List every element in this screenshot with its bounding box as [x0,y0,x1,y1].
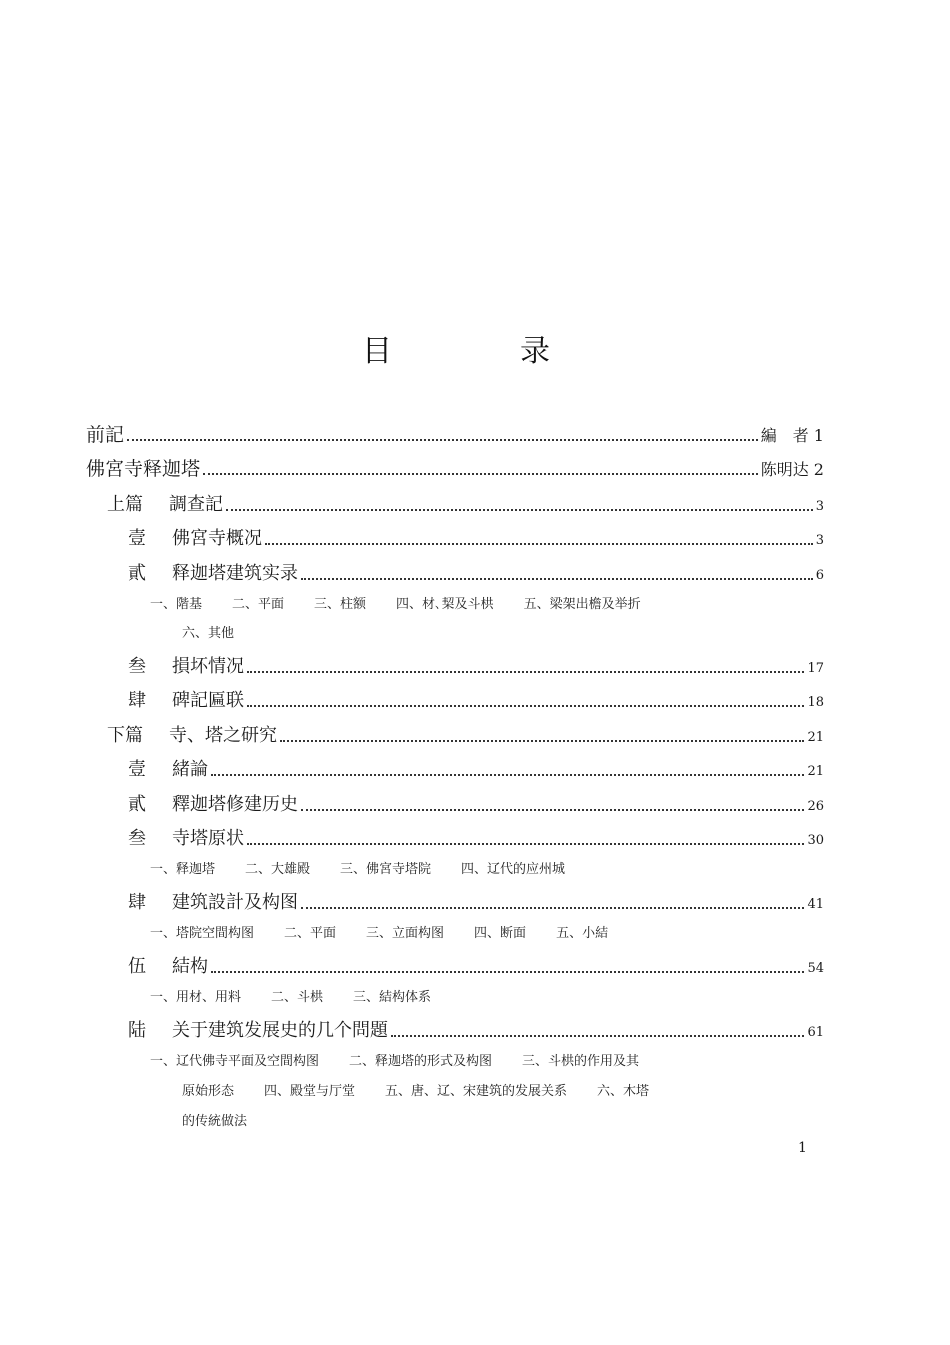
toc-subsection: 的传統做法 [182,1114,248,1129]
toc-entry-text: 寺塔原状 [172,828,244,849]
toc-subsection: 二、平面 [284,926,337,941]
toc-entry-chapter[interactable] [128,890,824,918]
toc-subsection: 六、其他 [182,626,235,641]
dot-leader [301,578,813,580]
toc-entry-chapter[interactable] [128,688,824,716]
toc-subsection: 四、材､栔及斗栱 [396,597,494,612]
toc-entry-chapter[interactable] [128,954,824,982]
toc-subsection: 二、大雄殿 [245,862,311,877]
toc-entry-text: 損坏情况 [172,656,244,677]
toc-title-char-2: 录 [520,334,550,369]
toc-entry-label [128,654,244,680]
toc-entry-text: 释迦塔建筑实录 [172,563,298,584]
toc-entry-chapter[interactable] [128,792,824,820]
toc-entry-label: 前記 [86,424,125,446]
dot-leader [211,971,804,973]
toc-subsections [182,1112,277,1132]
page-number: 1 [798,1140,807,1156]
toc-entry-number: 上篇 [107,494,143,515]
toc-subsection: 五、唐、辽、宋建筑的发展关系 [385,1084,568,1099]
toc-entry-number: 陆 [128,1020,146,1041]
toc-entry-label [107,723,277,749]
toc-entry-text: 关于建筑发展史的几个問題 [172,1020,388,1041]
toc-subsection: 五、梁架出檐及举折 [523,597,641,612]
toc-entry-chapter[interactable] [128,526,824,554]
toc-entry-part-2[interactable] [107,723,824,751]
toc-entry-chapter[interactable] [128,826,824,854]
toc-entry-label [107,492,223,518]
toc-entry-page: 21 [807,764,824,779]
toc-entry-text: 調查記 [169,494,223,515]
toc-subsection: 一、辽代佛寺平面及空間构图 [150,1054,320,1069]
toc-subsections [150,1052,669,1072]
toc-subsections [182,1082,679,1102]
toc-entry-page: 61 [807,1025,824,1040]
toc-entry-page: 54 [807,961,824,976]
toc-subsections [182,624,264,644]
toc-entry-number: 伍 [128,956,146,977]
toc-subsection: 三、斗栱的作用及其 [522,1054,640,1069]
toc-entry-page: 21 [807,730,824,745]
toc-entry-main[interactable] [86,456,824,483]
dot-leader [247,705,804,707]
toc-entry-foreword[interactable] [86,422,824,449]
toc-entry-number: 貳 [128,794,146,815]
toc-entry-text: 結构 [172,956,208,977]
toc-entry-page: 18 [807,695,824,710]
toc-entry-page: 41 [807,897,824,912]
toc-entry-page: 3 [815,533,824,548]
dot-leader [226,509,813,511]
toc-entry-text: 佛宮寺概况 [172,528,262,549]
toc-entry-number: 肆 [128,892,146,913]
toc-entry-chapter[interactable] [128,757,824,785]
toc-entry-label [128,1018,388,1044]
toc-entry-page: 26 [807,799,824,814]
toc-subsection: 六、木塔 [597,1084,650,1099]
toc-entry-page: 3 [815,499,824,514]
toc-entry-chapter[interactable] [128,654,824,682]
toc-entry-number: 貳 [128,563,146,584]
toc-title [0,330,950,374]
toc-entry-page: 編 者 1 [760,426,824,445]
toc-entry-part-1[interactable] [107,492,824,520]
dot-leader [203,473,758,475]
toc-subsection: 一、用材、用料 [150,990,242,1005]
toc-entry-label [128,526,262,552]
toc-entry-label [128,561,298,587]
toc-entry-label [128,792,298,818]
toc-subsection: 一、塔院空間构图 [150,926,255,941]
toc-subsection: 五、小結 [556,926,609,941]
dot-leader [301,809,804,811]
toc-entry-text: 釋迦塔修建历史 [172,794,298,815]
toc-subsection: 三、結构体系 [353,990,432,1005]
toc-entry-page: 6 [815,568,824,583]
toc-subsection: 三、柱额 [314,597,367,612]
dot-leader [247,671,804,673]
toc-subsection: 三、立面构图 [366,926,445,941]
toc-subsection: 一、階基 [150,597,203,612]
toc-entry-number: 壹 [128,528,146,549]
toc-entry-number: 下篇 [107,725,143,746]
toc-subsection: 一、释迦塔 [150,862,216,877]
toc-subsection: 四、断面 [474,926,527,941]
toc-subsection: 四、殿堂与厅堂 [264,1084,356,1099]
dot-leader [265,543,813,545]
toc-entry-label [128,890,298,916]
toc-subsections [150,595,671,615]
toc-subsection: 二、平面 [232,597,285,612]
toc-subsection: 四、辽代的应州城 [461,862,566,877]
toc-entry-text: 建筑設計及构图 [172,892,298,913]
toc-entry-page: 30 [807,833,824,848]
toc-entry-number: 叁 [128,656,146,677]
dot-leader [127,439,758,441]
dot-leader [301,907,804,909]
toc-entry-label [128,954,208,980]
dot-leader [211,774,804,776]
toc-subsections [150,988,461,1008]
toc-entry-chapter[interactable] [128,561,824,589]
toc-subsection: 二、释迦塔的形式及构图 [349,1054,493,1069]
dot-leader [247,843,804,845]
dot-leader [391,1035,804,1037]
dot-leader [280,740,804,742]
toc-entry-label [128,757,208,783]
toc-entry-label [128,826,244,852]
toc-subsection: 二、斗栱 [271,990,324,1005]
toc-entry-label [128,688,244,714]
toc-subsections [150,860,595,880]
toc-entry-number: 肆 [128,690,146,711]
toc-entry-number: 壹 [128,759,146,780]
toc-entry-page: 陈明达 2 [760,460,824,479]
toc-entry-page: 17 [807,661,824,676]
toc-entry-label: 佛宮寺释迦塔 [86,458,201,480]
toc-entry-text: 緒論 [172,759,208,780]
toc-subsection: 原始形态 [182,1084,235,1099]
toc-entry-text: 寺、塔之研究 [169,725,277,746]
toc-title-char-1: 目 [362,334,392,369]
toc-entry-text: 碑記匾联 [172,690,244,711]
toc-entry-chapter[interactable] [128,1018,824,1046]
toc-entry-number: 叁 [128,828,146,849]
toc-subsections [150,924,638,944]
toc-subsection: 三、佛宮寺塔院 [340,862,432,877]
